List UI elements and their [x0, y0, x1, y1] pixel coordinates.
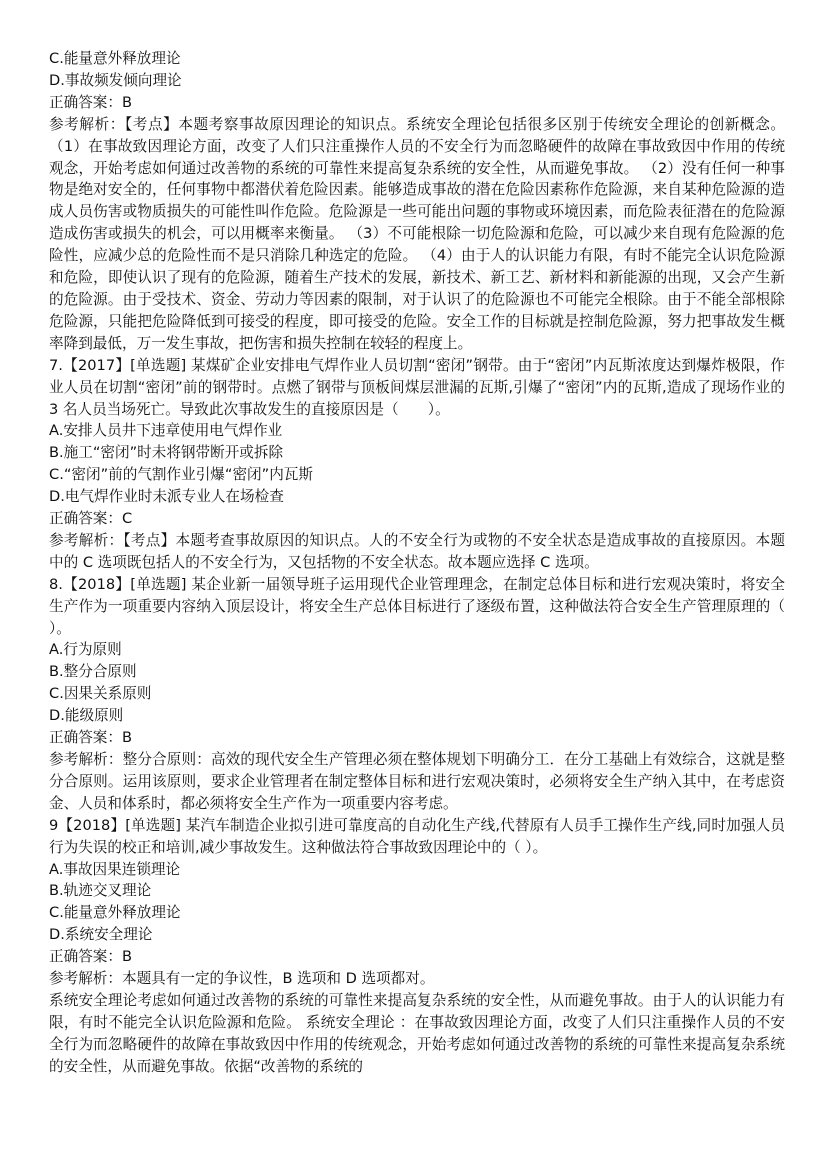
q9-answer: 正确答案：B — [49, 948, 132, 966]
q9-option-d: D.系统安全理论 — [49, 926, 153, 944]
q7-option-a: A.安排人员井下违章使用电气焊作业 — [49, 422, 283, 440]
q8-option-c: C.因果关系原则 — [49, 685, 152, 703]
q8-analysis: 参考解析：整分合原则：高效的现代安全生产管理必须在整体规划下明确分工．在分工基础上有效综合，这就是整分合原则。运用该原则，要求企业管理者在制定整体目标和进行宏观决策时，必须将安全生产纳入其中，在考虑资金、人员和体系时，都必须将安全生产作为一项重要内容考虑。 — [49, 751, 785, 812]
q6-answer: 正确答案：B — [49, 93, 132, 111]
q7-option-c: C.“密闭”前的气割作业引爆“密闭”内瓦斯 — [49, 466, 313, 484]
q8-option-b: B.整分合原则 — [49, 663, 137, 681]
q9-option-c: C.能量意外释放理论 — [49, 904, 181, 922]
q9-option-b: B.轨迹交叉理论 — [49, 882, 152, 900]
q7-answer: 正确答案：C — [49, 510, 133, 528]
q7-option-d: D.电气焊作业时未派专业人在场检查 — [49, 488, 284, 506]
q9-analysis-intro: 参考解析：本题具有一定的争议性，B 选项和 D 选项都对。 — [49, 970, 435, 988]
q7-option-b: B.施工“密闭”时未将钢带断开或拆除 — [49, 444, 284, 462]
q6-analysis: 参考解析：【考点】本题考察事故原因理论的知识点。系统安全理论包括很多区别于传统安全理论的创新概念。 （1）在事故致因理论方面，改变了人们只注重操作人员的不安全行为而忽略硬件的故障在事故致因中作用的传统观念，开始考虑如何通过改善物的系统的可靠性来提高复杂系统的安全性，从而避免事故。 （2）没有任何一种事物是绝对安全的，任何事物中都潜伏着危险因素。能够造成事故的潜在危险因素称作危险源，来自某种危险源的造成人员伤害或物质损失的可能性叫作危险。危险源是一些可能出问题的事物或环境因素，而危险表征潜在的危险源造成伤害或损失的机会，可以用概率来衡量。 （3）不可能根除一切危险源和危险，可以减少来自现有危险源的危险性，应减少总的危险性而不是只消除几种选定的危险。 （4）由于人的认识能力有限，有时不能完全认识危险源和危险，即使认识了现有的危险源，随着生产技术的发展，新技术、新工艺、新材料和新能源的出现，又会产生新的危险源。由于受技术、资金、劳动力等因素的限制，对于认识了的危险源也不可能完全根除。由于不能全部根除危险源，只能把危险降低到可接受的程度，即可接受的危险。安全工作的目标就是控制危险源，努力把事故发生概率降到最低，万一发生事故，把伤害和损失控制在较轻的程度上。 — [49, 115, 785, 352]
document-page — [49, 48, 785, 1078]
q6-option-d: D.事故频发倾向理论 — [49, 71, 182, 89]
q9-option-a: A.事故因果连锁理论 — [49, 860, 181, 878]
q8-option-d: D.能级原则 — [49, 707, 124, 725]
q9-stem: 9【2018】[单选题] 某汽车制造企业拟引进可靠度高的自动化生产线,代替原有人员手工操作生产线,同时加强人员行为失误的校正和培训,减少事故发生。这种做法符合事故致因理论中的（ ）。 — [49, 816, 785, 856]
q8-stem: 8.【2018】[单选题] 某企业新一届领导班子运用现代企业管理理念，在制定总体目标和进行宏观决策时，将安全生产作为一项重要内容纳入顶层设计，将安全生产总体目标进行了逐级布置，这种做法符合安全生产管理原理的（ ）。 — [49, 575, 785, 637]
q8-answer: 正确答案：B — [49, 729, 132, 747]
q7-stem: 7.【2017】[单选题] 某煤矿企业安排电气焊作业人员切割“密闭”钢带。由于“密闭”内瓦斯浓度达到爆炸极限，作业人员在切割“密闭”前的钢带时。点燃了钢带与顶板间煤层泄漏的瓦斯,引爆了“密闭”内的瓦斯,造成了现场作业的 3 名人员当场死亡。导致此次事故发生的直接原因是（ ）。 — [49, 356, 785, 418]
q8-option-a: A.行为原则 — [49, 641, 122, 659]
q7-analysis: 参考解析：【考点】本题考查事故原因的知识点。人的不安全行为或物的不安全状态是造成事故的直接原因。本题中的 C 选项既包括人的不安全行为，又包括物的不安全状态。故本题应选择 C 选项。 — [49, 531, 785, 571]
q6-option-c: C.能量意外释放理论 — [49, 50, 181, 67]
q9-analysis-body: 系统安全理论考虑如何通过改善物的系统的可靠性来提高复杂系统的安全性，从而避免事故。由于人的认识能力有限，有时不能完全认识危险源和危险。 系统安全理论 ：在事故致因理论方面，改变了人们只注重操作人员的不安全行为而忽略硬件的故障在事故致因中作用的传统观念，开始考虑如何通过改善物的系统的可靠性来提高复杂系统的安全性，从而避免事故。依据“改善物的系统的 — [49, 991, 785, 1075]
